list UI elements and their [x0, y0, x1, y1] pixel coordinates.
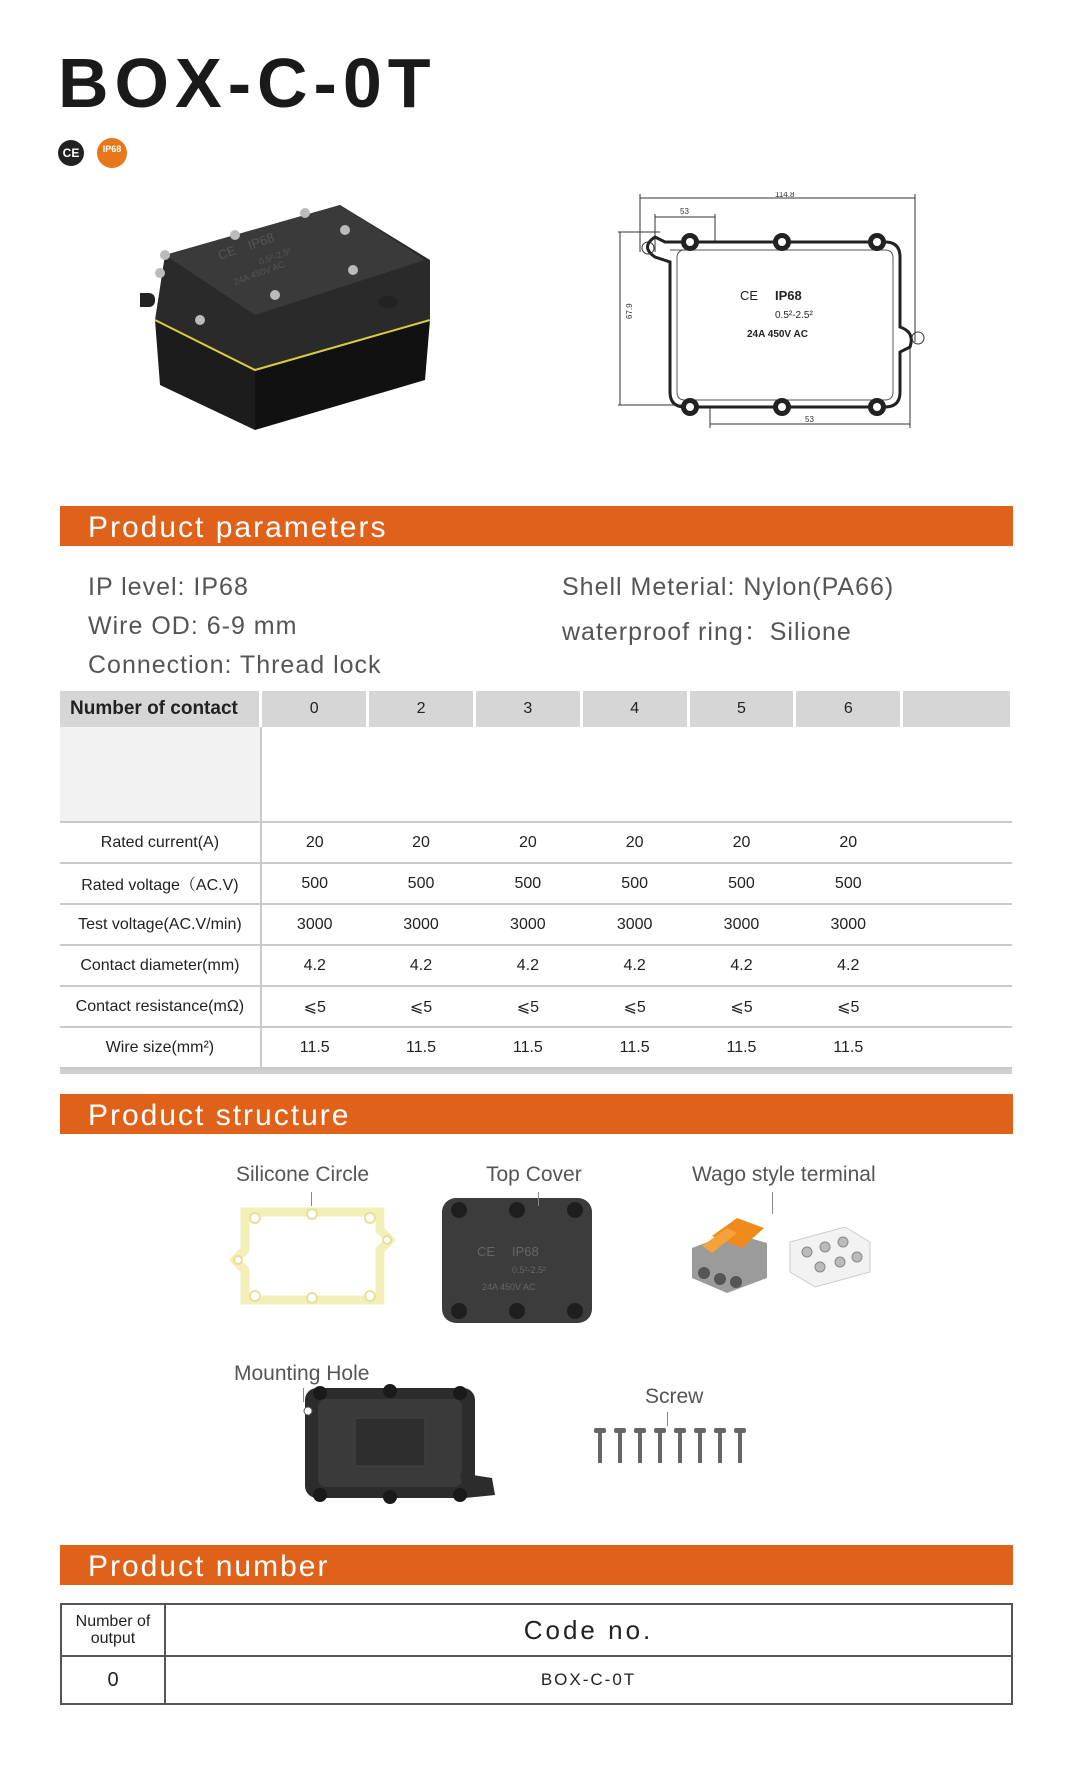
table-cell: 20 [795, 822, 902, 863]
table-header-cell: 5 [688, 691, 795, 727]
row-label: Contact diameter(mm) [60, 945, 261, 986]
product-ce-mark: CE [215, 242, 238, 263]
table-cell: 20 [368, 822, 475, 863]
table-cell: 20 [261, 822, 368, 863]
table-cell: 500 [261, 863, 368, 904]
table-cell: 3000 [368, 904, 475, 945]
pn-row [61, 1656, 1012, 1704]
table-row [60, 863, 1012, 904]
terminal-block-image [785, 1222, 875, 1292]
row-label: Rated voltage（AC.V) [60, 863, 261, 904]
screws-image [592, 1428, 752, 1473]
label-silicone-circle: Silicone Circle [236, 1163, 370, 1186]
table-cell: ⩽5 [688, 986, 795, 1027]
table-cell: 11.5 [474, 1027, 581, 1068]
pointer-line [667, 1412, 668, 1426]
table-cell: ⩽5 [795, 986, 902, 1027]
table-cell: 20 [688, 822, 795, 863]
table-cell: ⩽5 [474, 986, 581, 1027]
section-parameters [60, 506, 1013, 546]
table-cell [902, 904, 1012, 945]
table-header-label: Number of contact [60, 691, 261, 727]
table-cell: 11.5 [368, 1027, 475, 1068]
table-header-cell: 0 [261, 691, 368, 727]
product-rating-mark: 24A 450V AC [232, 259, 287, 287]
table-cell: 4.2 [795, 945, 902, 986]
dim-height: 67.9 [625, 303, 634, 319]
label-mounting-hole: Mounting Hole [234, 1362, 370, 1385]
table-image-row [60, 727, 1012, 822]
table-header-cell: 3 [474, 691, 581, 727]
cover-rating: 24A 450V AC [482, 1282, 536, 1292]
pn-header-output: Number of output [61, 1604, 165, 1656]
pointer-line [303, 1388, 304, 1402]
table-cell: 11.5 [688, 1027, 795, 1068]
label-screw: Screw [645, 1385, 704, 1408]
table-cell: ⩽5 [368, 986, 475, 1027]
section-number-title: Product number [88, 1550, 330, 1583]
table-cell: 3000 [795, 904, 902, 945]
product-range-mark: 0.5²-2.5² [257, 245, 293, 267]
product-ip-mark: IP68 [245, 229, 277, 253]
table-cell: 11.5 [795, 1027, 902, 1068]
table-cell: 3000 [474, 904, 581, 945]
table-cell: 500 [368, 863, 475, 904]
dim-bottom: 53 [805, 415, 814, 424]
table-row [60, 822, 1012, 863]
section-parameters-title: Product parameters [88, 511, 388, 544]
table-cell [902, 986, 1012, 1027]
table-cell [902, 945, 1012, 986]
table-cell: 4.2 [688, 945, 795, 986]
pn-header-row [61, 1604, 1012, 1656]
section-structure-title: Product structure [88, 1099, 351, 1132]
table-cell: 3000 [581, 904, 688, 945]
drawing-ip: IP68 [775, 288, 802, 303]
drawing-range: 0.5²-2.5² [775, 310, 813, 321]
table-cell: 4.2 [474, 945, 581, 986]
base-image [300, 1383, 500, 1505]
param-shell-material: Shell Meterial: Nylon(PA66) [562, 573, 895, 601]
table-cell: 20 [474, 822, 581, 863]
table-header-cell [902, 691, 1012, 727]
table-header-cell: 2 [368, 691, 475, 727]
product-title: BOX-C-0T [58, 44, 437, 122]
cover-ip: IP68 [512, 1244, 539, 1259]
table-header-cell: 4 [581, 691, 688, 727]
spec-table [60, 691, 1013, 1074]
ip68-icon: IP68 [97, 138, 127, 168]
table-row [60, 1027, 1012, 1068]
table-cell: 11.5 [581, 1027, 688, 1068]
ce-icon: CE [58, 140, 84, 166]
pointer-line [311, 1192, 312, 1206]
table-row [60, 904, 1012, 945]
table-cell: 4.2 [368, 945, 475, 986]
pn-code: BOX-C-0T [165, 1656, 1012, 1704]
table-cell [902, 1027, 1012, 1068]
pn-header-code: Code no. [165, 1604, 1012, 1656]
silicone-circle-image [230, 1200, 395, 1315]
drawing-ce: CE [740, 288, 759, 303]
product-image [140, 205, 440, 435]
table-cell: ⩽5 [261, 986, 368, 1027]
table-header-row [60, 691, 1012, 727]
top-cover-image [437, 1198, 597, 1323]
row-label: Contact resistance(mΩ) [60, 986, 261, 1027]
table-cell: 500 [795, 863, 902, 904]
table-cell [902, 822, 1012, 863]
table-row [60, 986, 1012, 1027]
product-number-table [60, 1603, 1013, 1705]
table-cell: 20 [581, 822, 688, 863]
dim-left: 53 [680, 207, 689, 216]
table-cell: 500 [688, 863, 795, 904]
row-label: Rated current(A) [60, 822, 261, 863]
table-header-cell: 6 [795, 691, 902, 727]
table-cell: 500 [474, 863, 581, 904]
table-image-cell [60, 727, 261, 822]
label-wago-terminal: Wago style terminal [692, 1163, 876, 1186]
table-cell: 500 [581, 863, 688, 904]
cover-range: 0.5²-2.5² [512, 1265, 547, 1275]
param-waterproof-ring: waterproof ring：Silione [562, 618, 852, 646]
dim-total: 114.8 [775, 192, 795, 199]
drawing-rating: 24A 450V AC [747, 329, 808, 340]
section-number [60, 1545, 1013, 1585]
wago-terminal-image [682, 1208, 777, 1293]
table-bottom-rule [60, 1068, 1012, 1074]
row-label: Wire size(mm²) [60, 1027, 261, 1068]
table-cell: 4.2 [261, 945, 368, 986]
table-cell: 3000 [261, 904, 368, 945]
table-cell: 4.2 [581, 945, 688, 986]
param-ip-level: IP level: IP68 [88, 573, 249, 601]
pointer-line [772, 1192, 773, 1214]
param-connection: Connection: Thread lock [88, 651, 382, 679]
pointer-line [538, 1192, 539, 1206]
table-image-cell [261, 727, 1012, 822]
table-cell [902, 863, 1012, 904]
param-wire-od: Wire OD: 6-9 mm [88, 612, 298, 640]
cover-ce: CE [477, 1244, 496, 1259]
table-row [60, 945, 1012, 986]
technical-drawing [615, 192, 945, 428]
row-label: Test voltage(AC.V/min) [60, 904, 261, 945]
pn-output: 0 [61, 1656, 165, 1704]
table-cell: 3000 [688, 904, 795, 945]
label-top-cover: Top Cover [486, 1163, 582, 1186]
table-cell: ⩽5 [581, 986, 688, 1027]
table-cell: 11.5 [261, 1027, 368, 1068]
section-structure [60, 1094, 1013, 1134]
